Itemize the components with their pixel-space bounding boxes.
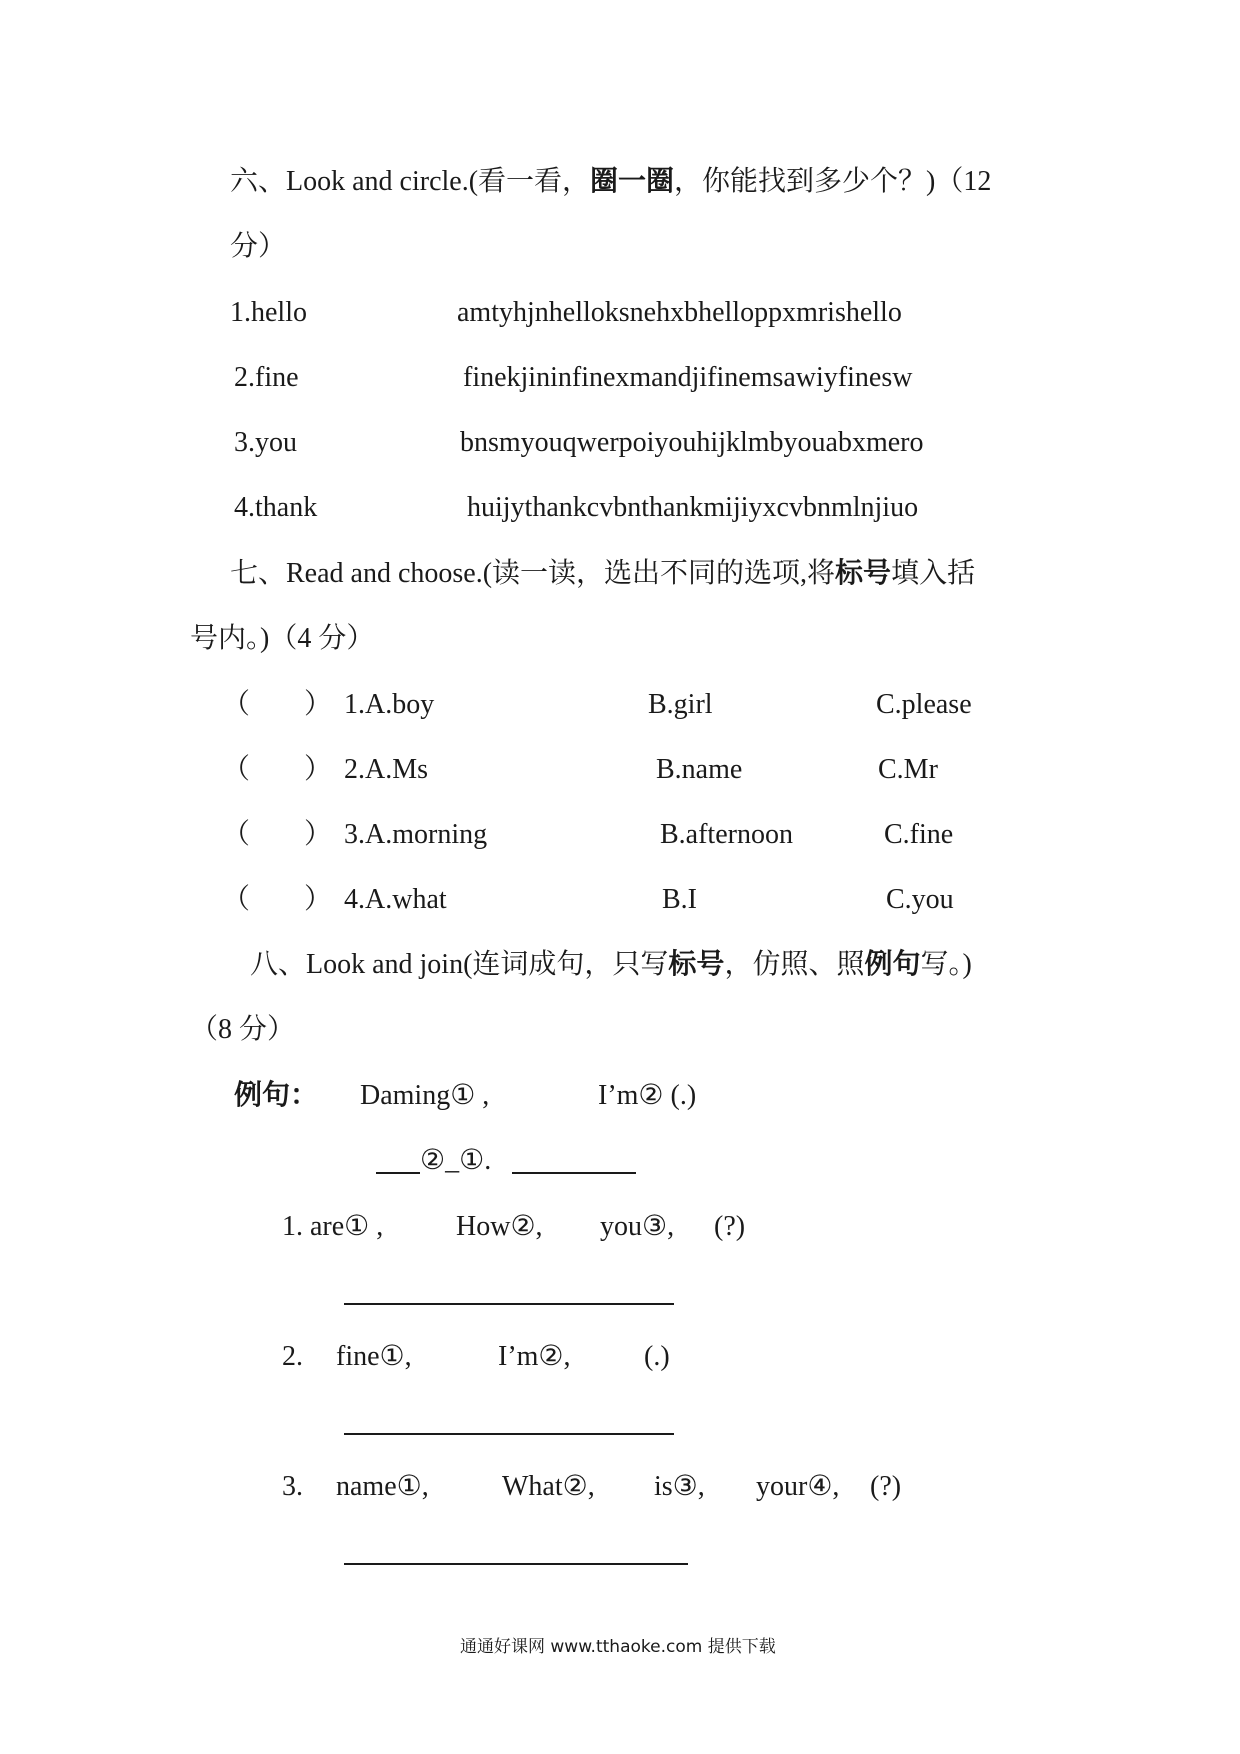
example-label: 例句： (234, 1080, 319, 1111)
section8-title-bold-2: 例句 (864, 949, 921, 980)
section6-item-letters: finekjininfinexmandjifinemsawiyfinesw (463, 362, 913, 393)
section8-title (250, 947, 972, 983)
section7-title-bold: 标号 (835, 558, 892, 589)
section6-item-letters: bnsmyouqwerpoiyouhijklmbyouabxmero (460, 427, 924, 458)
example-word-1: Daming① , (360, 1080, 490, 1111)
question-2-punct: (.) (644, 1341, 670, 1372)
option-a: 1.A.boy (344, 689, 435, 720)
question-3-word-1: name①, (336, 1471, 429, 1502)
section6-title-cont: 分） (230, 231, 287, 262)
section7-title-cont: 号内。)（4 分） (190, 623, 375, 654)
question-2-number: 2. (282, 1341, 303, 1372)
option-b: B.I (662, 884, 697, 915)
question-2-answer-line[interactable] (344, 1433, 674, 1435)
question-2-word-1: fine①, (336, 1341, 412, 1372)
example-answer-line-left (376, 1172, 420, 1174)
question-3-number: 3. (282, 1471, 303, 1502)
question-1-word-3: you③, (600, 1211, 675, 1242)
question-1-punct: (?) (714, 1211, 746, 1242)
option-b: B.name (656, 754, 743, 785)
answer-paren-open[interactable]: （ (222, 884, 251, 915)
section6-title-part-a: 六、Look and circle.(看一看， (230, 166, 591, 197)
option-c: C.please (876, 689, 972, 720)
answer-paren-close: ） (304, 884, 333, 915)
section6-title-bold: 圈一圈 (590, 166, 675, 197)
section6-item-word: 1.hello (230, 297, 307, 328)
option-b: B.girl (648, 689, 713, 720)
section8-title-cont: （8 分） (190, 1014, 296, 1045)
example-answer-line-right (512, 1172, 636, 1174)
answer-paren-open[interactable]: （ (222, 689, 251, 720)
option-a: 4.A.what (344, 884, 447, 915)
question-3-word-2: What②, (502, 1471, 595, 1502)
footer-text: 通通好课网 www.tthaoke.com 提供下载 (460, 1637, 776, 1657)
section8-title-part-b: ，仿照、照 (724, 949, 865, 980)
option-a: 2.A.Ms (344, 754, 429, 785)
question-1-word-1: 1. are① , (282, 1211, 384, 1242)
option-a: 3.A.morning (344, 819, 488, 850)
section7-title-part-b: 填入括 (891, 558, 976, 589)
example-word-2: I’m② (.) (598, 1080, 697, 1111)
question-1-answer-line[interactable] (344, 1303, 674, 1305)
option-c: C.you (886, 884, 954, 915)
section6-item-letters: amtyhjnhelloksnehxbhelloppxmrishello (457, 297, 902, 328)
answer-paren-open[interactable]: （ (222, 819, 251, 850)
section8-title-bold-1: 标号 (668, 949, 725, 980)
section6-item-letters: huijythankcvbnthankmijiyxcvbnmlnjiuo (467, 492, 919, 523)
section6-item-word: 3.you (234, 427, 297, 458)
section6-title-part-b: ，你能找到多少个？)（12 (674, 166, 992, 197)
answer-paren-close: ） (304, 689, 333, 720)
answer-paren-close: ） (304, 754, 333, 785)
question-2-word-2: I’m②, (498, 1341, 571, 1372)
section8-title-part-c: 写。) (920, 949, 972, 980)
option-b: B.afternoon (660, 819, 793, 850)
section6-title (230, 164, 991, 200)
question-3-answer-line[interactable] (344, 1563, 688, 1565)
section6-item-word: 4.thank (234, 492, 318, 523)
example-answer: ②_①. (420, 1145, 492, 1176)
question-3-punct: (?) (870, 1471, 902, 1502)
section7-title-part-a: 七、Read and choose.(读一读，选出不同的选项,将 (230, 558, 836, 589)
option-c: C.fine (884, 819, 954, 850)
section8-title-part-a: 八、Look and join(连词成句，只写 (250, 949, 669, 980)
answer-paren-open[interactable]: （ (222, 754, 251, 785)
option-c: C.Mr (878, 754, 938, 785)
section7-title (230, 556, 975, 592)
question-3-word-4: your④, (756, 1471, 840, 1502)
section6-item-word: 2.fine (234, 362, 299, 393)
answer-paren-close: ） (304, 819, 333, 850)
question-1-word-2: How②, (456, 1211, 543, 1242)
question-3-word-3: is③, (654, 1471, 705, 1502)
